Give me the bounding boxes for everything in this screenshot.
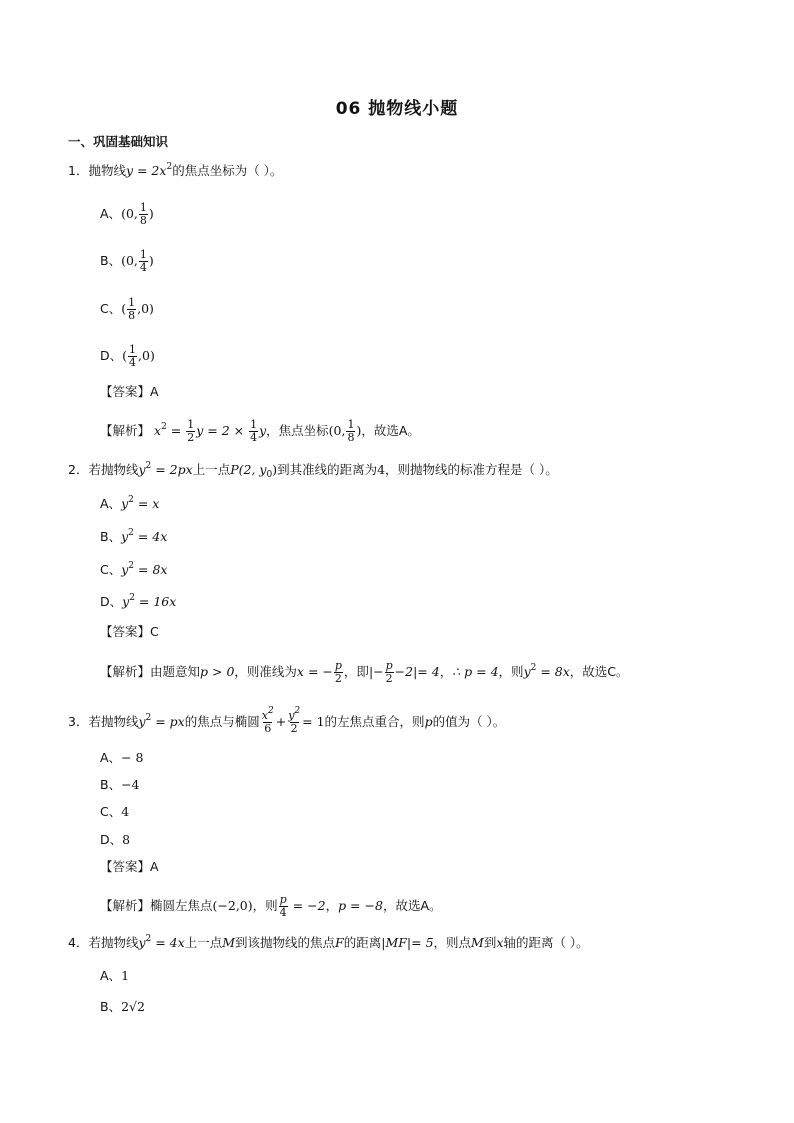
question-1-option-d: D、( $\frac{1}{4}$ ,0) [100,343,155,369]
question-1-option-b: B、(0, $\frac{1}{4}$ ) [100,248,154,274]
question-3-analysis: 【解析】椭圆左焦点(−2,0)，则 $\frac{p}{4}$ = −2，p = −8，故选A。 [100,893,442,919]
question-3-option-b: B、−4 [100,777,140,792]
question-2-option-d: D、$y^2 = 16x$ [100,593,177,609]
question-3-option-c: C、4 [100,804,130,819]
question-4-option-b: B、2√2 [100,999,145,1014]
question-1-equation: y = 2x [125,163,167,178]
question-2-analysis: 【解析】由题意知p > 0，则准线为x = − $\frac{p}{2}$ ，即|− $\frac{p}{2}$ −2|= 4，∴ p = 4，则$y^2 = 8x$，故选C。 [100,659,629,685]
question-2-option-a: A、$y^2 = x$ [100,495,160,511]
question-1-option-a: A、(0, $\frac{1}{8}$ ) [100,201,154,227]
question-2: 2．若抛物线$y^2 = 2px$上一点P(2, $y_0$)到其准线的距离为4，则抛物线的标准方程是（ ）。 [68,461,558,480]
question-3-option-d: D、8 [100,832,131,847]
question-3-option-a: A、− 8 [100,750,144,765]
question-2-answer: 【答案】C [100,624,159,639]
question-2-option-c: C、$y^2 = 8x$ [100,561,168,577]
section-heading: 一、巩固基础知识 [68,134,169,149]
question-3-answer: 【答案】A [100,859,159,874]
question-3: 3．若抛物线$y^2$ = px的焦点与椭圆 $\frac{x^2}{6}$ + $\frac{y^2}{2}$ = 1的左焦点重合，则p的值为（ ）。 [68,706,506,735]
question-1-option-c: C、( $\frac{1}{8}$ ,0) [100,296,154,322]
question-2-option-b: B、$y^2 = 4x$ [100,528,168,544]
question-1-analysis: 【解析】 $x^2$ = $\frac{1}{2}$ y = 2 × $\frac{1}{4}$ y，焦点坐标(0, $\frac{1}{8}$ )，故选A。 [100,418,420,444]
question-1-answer: 【答案】A [100,384,159,399]
question-1: 1．抛物线$y = 2x^2$的焦点坐标为（ ）。 [68,162,283,178]
question-4-option-a: A、1 [100,968,130,983]
page-title: 06 抛物线小题 [335,99,459,119]
question-4: 4．若抛物线$y^2 = 4x$上一点M到该抛物线的焦点F的距离|MF|= 5，则点M到x轴的距离（ ）。 [68,934,589,950]
